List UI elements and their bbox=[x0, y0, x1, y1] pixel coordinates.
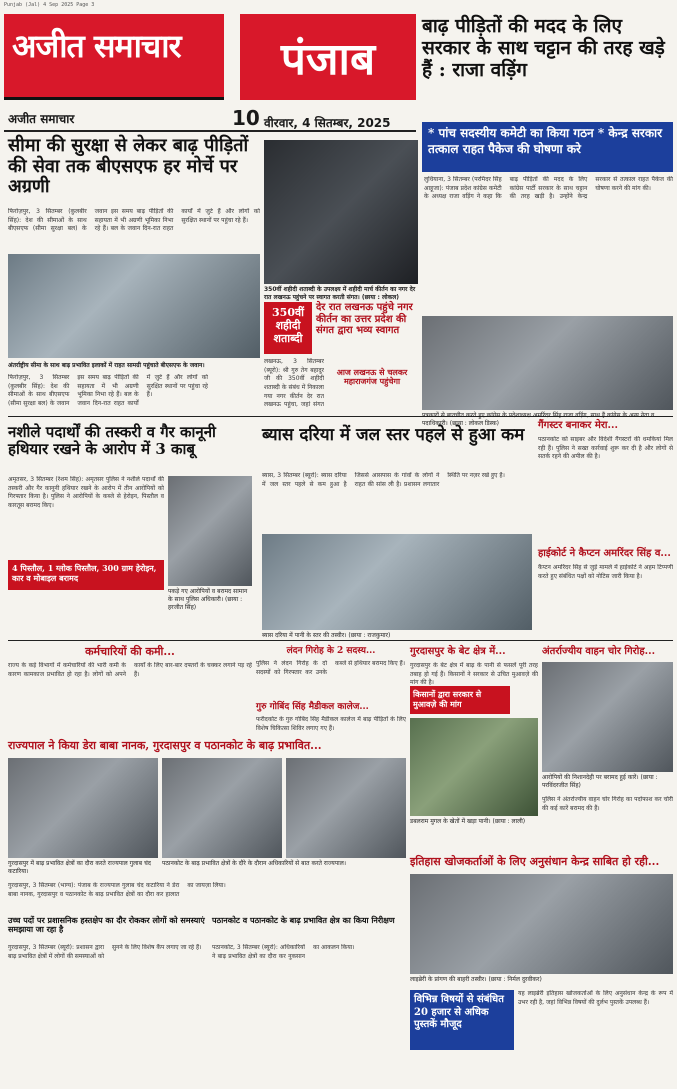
masthead-rule bbox=[4, 130, 416, 132]
history-photo bbox=[410, 874, 673, 974]
badge-line-1: 350वीं bbox=[272, 306, 304, 319]
bsf-caption: अंतर्राष्ट्रीय सीमा के साथ बाढ़ प्रभावित इलाकों में राहत सामग्री पहुंचाते बीएसएफ के जवान। bbox=[8, 362, 205, 369]
workers-headline: कर्मचारियों की कमी... bbox=[85, 645, 175, 658]
lead-body: लुधियाना, 3 सितम्बर (परमिंदर सिंह आहूजा): पंजाब प्रदेश कांग्रेस कमेटी के अध्यक्ष राजा वड़िंग ने कहा कि बाढ़ पीड़ितों की मदद के लिए कांग्रेस पार्टी सरकार के साथ चट्टान की तरह खड़ी है। उन्होंने केन्द्र सरकार से तत्काल राहत पैकेज की घोषणा करने की मांग की। bbox=[424, 176, 673, 201]
lead-photo bbox=[422, 316, 673, 410]
paper-name: पंजाब bbox=[240, 14, 416, 100]
river-body: ब्यास, 3 सितम्बर (ब्यूरो): ब्यास दरिया में जल स्तर पहले से कम हुआ है जिससे आसपास के गांवों के लोगों ने राहत की सांस ली है। प्रशासन लगातार स्थिति पर नज़र रखे हुए है। bbox=[262, 472, 505, 488]
hc-body: कैप्टन अमरिंदर सिंह से जुड़े मामले में हाईकोर्ट ने अहम टिप्पणी करते हुए संबंधित पक्षों को नोटिस जारी किया है। bbox=[538, 564, 673, 580]
london-body: पुलिस ने लंदन गिरोह के दो सदस्यों को गिरफ्तार कर उनके कब्जे से हथियार बरामद किए हैं। bbox=[256, 660, 406, 676]
top-strip: Punjab (Jal) 4 Sep 2025 Page 3 bbox=[4, 2, 95, 8]
lead-caption: पदाधिकारी। (छाया : लोकल डिस्क) bbox=[422, 420, 499, 428]
bottom-mid-body: पठानकोट, 3 सितम्बर (ब्यूरो): अधिकारियों ने बाढ़ प्रभावित क्षेत्रों का दौरा कर नुकसान का आकलन किया। bbox=[212, 944, 355, 960]
drugs-photo bbox=[168, 476, 252, 586]
section-rule-1 bbox=[8, 416, 673, 417]
drugs-body: अमृतसर, 3 सितम्बर (रेशम सिंह): अमृतसर पुलिस ने नशीले पदार्थों की तस्करी और गैर कानूनी हथियार रखने के आरोप में तीन आरोपियों को गिरफ्तार किया है। पुलिस ने आरोपियों के कब्जे से हेरोइन, पिस्तौल व कारतूस बरामद किए। bbox=[8, 476, 164, 510]
gurdaspur-headline: गुरदासपुर के बेट क्षेत्र में... bbox=[410, 646, 506, 657]
drugs-callout: 4 पिस्तौल, 1 ग्लोक पिस्तौल, 300 ग्राम हेरोइन, कार व मोबाइल बरामद bbox=[8, 560, 164, 590]
river-caption: ब्यास दरिया में पानी के स्तर की तस्वीर। (छाया : राजकुमार) bbox=[262, 632, 391, 639]
gurdaspur-body: गुरदासपुर के बेट क्षेत्र में बाढ़ के पानी से फसलें पूरी तरह तबाह हो गई हैं। किसानों ने सरकार से उचित मुआवज़े की मांग की है। bbox=[410, 662, 538, 687]
gangster-body: पठानकोट को साइबर और विदेशी गैंगस्टरों की धमकियां मिल रही हैं। पुलिस ने सख्त कार्रवाई शुरू कर दी है और लोगों से सतर्क रहने की अपील की है। bbox=[538, 436, 673, 461]
bsf-body-continued: फिरोज़पुर, 3 सितम्बर (कुलबीर सिंह): देश की सीमाओं के साथ बीएसएफ (सीमा सुरक्षा बल) के जवान इस समय बाढ़ पीड़ितों की सहायता में भी अग्रणी भूमिका निभा रहे हैं। बल के जवान दिन-रात राहत कार्यों में जुटे हैं और लोगों को सुरक्षित स्थानों पर पहुंचा रहे हैं। bbox=[8, 374, 208, 408]
interstate-headline: अंतर्राज्यीय वाहन चोर गिरोह... bbox=[542, 646, 656, 657]
badge-line-3: शताब्दी bbox=[273, 332, 303, 346]
gurdaspur-callout: किसानों द्वारा सरकार से मुआवज़े की मांग bbox=[410, 686, 510, 714]
rajyapal-headline: राज्यपाल ने किया डेरा बाबा नानक, गुरदासपुर व पठानकोट के बाढ़ प्रभावित... bbox=[8, 739, 322, 752]
river-photo bbox=[262, 534, 532, 630]
history-headline: इतिहास खोजकर्ताओं के लिए अनुसंधान केन्द्र साबित हो रही... bbox=[410, 855, 660, 868]
bottom-left-body: गुरदासपुर, 3 सितम्बर (ब्यूरो): प्रशासन द्वारा बाढ़ प्रभावित क्षेत्रों में लोगों की समस्याओं को सुनने के लिए विशेष कैंप लगाए जा रहे हैं। bbox=[8, 944, 202, 960]
page-number: 10 bbox=[232, 106, 260, 130]
lead-headline: बाढ़ पीड़ितों की मदद के लिए सरकार के साथ चट्टान की तरह खड़े हैं : राजा वड़िंग bbox=[422, 15, 665, 81]
river-headline: ब्यास दरिया में जल स्तर पहले से हुआ कम bbox=[262, 425, 525, 445]
rajyapal-photo-2 bbox=[162, 758, 282, 858]
gurdaspur-photo bbox=[410, 718, 538, 816]
section-rule-2 bbox=[8, 640, 673, 641]
gurdaspur-caption: डबलराम मुगल के खेतों में खड़ा पानी। (छाया : लाली) bbox=[410, 818, 526, 825]
lucknow-subhead: आज लखनऊ से चलकर महाराजगंज पहुंचेगा bbox=[336, 367, 408, 387]
badge-line-2: शहीदी bbox=[275, 319, 301, 333]
interstate-caption: आरोपियों की निशानदेही पर बरामद हुई कारें। (छाया : परविंदरजीत सिंह) bbox=[542, 774, 658, 790]
night-photo bbox=[264, 140, 418, 284]
lead-subhead: * पांच सदस्यीय कमेटी का किया गठन * केन्द्र सरकार तत्काल राहत पैकेज की घोषणा करे bbox=[422, 122, 673, 172]
rajyapal-caption-2: पठानकोट के बाढ़ प्रभावित क्षेत्रों के दौरे के दौरान अधिकारियों से बात करते राज्यपाल। bbox=[162, 860, 347, 867]
drugs-headline: नशीले पदार्थों की तस्करी व गैर कानूनी हथियार रखने के आरोप में 3 काबू bbox=[8, 423, 216, 459]
rajyapal-photo-1 bbox=[8, 758, 158, 858]
masthead bbox=[4, 14, 416, 130]
history-caption: लाइब्रेरी के प्रांगण की बाहरी तस्वीर। (छाया : निर्मल दुरवीकर) bbox=[410, 976, 542, 983]
brand-title: अजीत समाचार bbox=[12, 27, 181, 65]
dateline: वीरवार, 4 सितम्बर, 2025 bbox=[264, 116, 391, 130]
anniversary-badge bbox=[264, 302, 312, 354]
rajyapal-caption-1: गुरदासपुर में बाढ़ प्रभावित क्षेत्रों का दौरा करते राज्यपाल गुलाब चंद कटारिया। bbox=[8, 860, 151, 876]
rajyapal-photo-3 bbox=[286, 758, 406, 858]
bsf-photo bbox=[8, 254, 260, 358]
gurugobind-body: फरीदकोट के गुरु गोबिंद सिंह मैडीकल कालेज में बाढ़ पीड़ितों के लिए विशेष चिकित्सा शिविर लगाए गए हैं। bbox=[256, 716, 406, 732]
interstate-photo bbox=[542, 662, 673, 772]
bsf-body: फिरोज़पुर, 3 सितम्बर (कुलबीर सिंह): देश की सीमाओं के साथ बीएसएफ (सीमा सुरक्षा बल) के जवान इस समय बाढ़ पीड़ितों की सहायता में भी अग्रणी भूमिका निभा रहे हैं। बल के जवान दिन-रात राहत कार्यों में जुटे हैं और लोगों को सुरक्षित स्थानों पर पहुंचा रहे हैं। bbox=[8, 208, 260, 233]
history-body: यह लाइब्रेरी इतिहास खोजकर्ताओं के लिए अनुसंधान केन्द्र के रूप में उभर रही है, जहां विभिन्न विषयों की दुर्लभ पुस्तकें उपलब्ध हैं। bbox=[518, 990, 673, 1006]
rajyapal-body: गुरदासपुर, 3 सितम्बर (भाग्य): पंजाब के राज्यपाल गुलाब चंद कटारिया ने डेरा बाबा नानक, गुरदासपुर व पठानकोट के बाढ़ प्रभावित क्षेत्रों का दौरा कर हालात का जायज़ा लिया। bbox=[8, 882, 226, 898]
london-headline: लंदन गिरोह के 2 सदस्य... bbox=[286, 646, 376, 656]
bottom-mid-headline: पठानकोट व पठानकोट के बाढ़ प्रभावित क्षेत्र का किया निरीक्षण bbox=[212, 915, 395, 925]
gurugobind-headline: गुरु गोबिंद सिंह मैडीकल कालेज... bbox=[256, 702, 369, 712]
lucknow-headline: देर रात लखनऊ पहुंचे नगर कीर्तन का उत्तर प्रदेश की संगत द्वारा भव्य स्वागत bbox=[316, 302, 413, 336]
interstate-body: पुलिस ने अंतर्राज्यीय वाहन चोर गिरोह का पर्दाफाश कर चोरी की कई कारें बरामद की हैं। bbox=[542, 796, 673, 812]
gangster-headline: गैंगस्टर बनाकर मेरा... bbox=[538, 420, 618, 431]
night-photo-caption: 350वीं शहीदी शताब्दी के उपलक्ष्य में शहीदी मार्च कीर्तन का नगर देर रात लखनऊ पहुंचने पर स्वागत करती संगत। (छाया : लोकल) bbox=[264, 286, 416, 302]
history-callout: विभिन्न विषयों से संबंधित 20 हजार से अधिक पुस्तकें मौजूद bbox=[410, 990, 514, 1050]
brand-block bbox=[4, 14, 224, 100]
workers-body: राज्य के कई विभागों में कर्मचारियों की भारी कमी के कारण कामकाज प्रभावित हो रहा है। लोगों को अपने कार्यों के लिए बार-बार दफ्तरों के चक्कर लगाने पड़ रहे हैं। bbox=[8, 662, 252, 678]
masthead-subtitle: अजीत समाचार bbox=[8, 112, 75, 126]
hc-headline: हाईकोर्ट ने कैप्टन अमरिंदर सिंह व... bbox=[538, 548, 671, 559]
drugs-caption: पकड़े गए आरोपियों व बरामद सामान के साथ पुलिस अधिकारी। (छाया : हरजीत सिंह) bbox=[168, 588, 248, 612]
bottom-left-headline: उच्च पदों पर प्रशासनिक हस्तक्षेप का दौर रोककर लोगों को समस्याएं समझाया जा रहा है bbox=[8, 915, 205, 935]
bsf-headline: सीमा की सुरक्षा से लेकर बाढ़ पीड़ितों की सेवा तक बीएसएफ हर मोर्चे पर अग्रणी bbox=[8, 135, 249, 198]
lucknow-body: लखनऊ, 3 सितम्बर (ब्यूरो): श्री गुरु तेग बहादुर जी की 350वीं शहीदी शताब्दी के संबंध में निकाला गया नगर कीर्तन देर रात लखनऊ पहुंचा, जहां संगत bbox=[264, 358, 324, 409]
